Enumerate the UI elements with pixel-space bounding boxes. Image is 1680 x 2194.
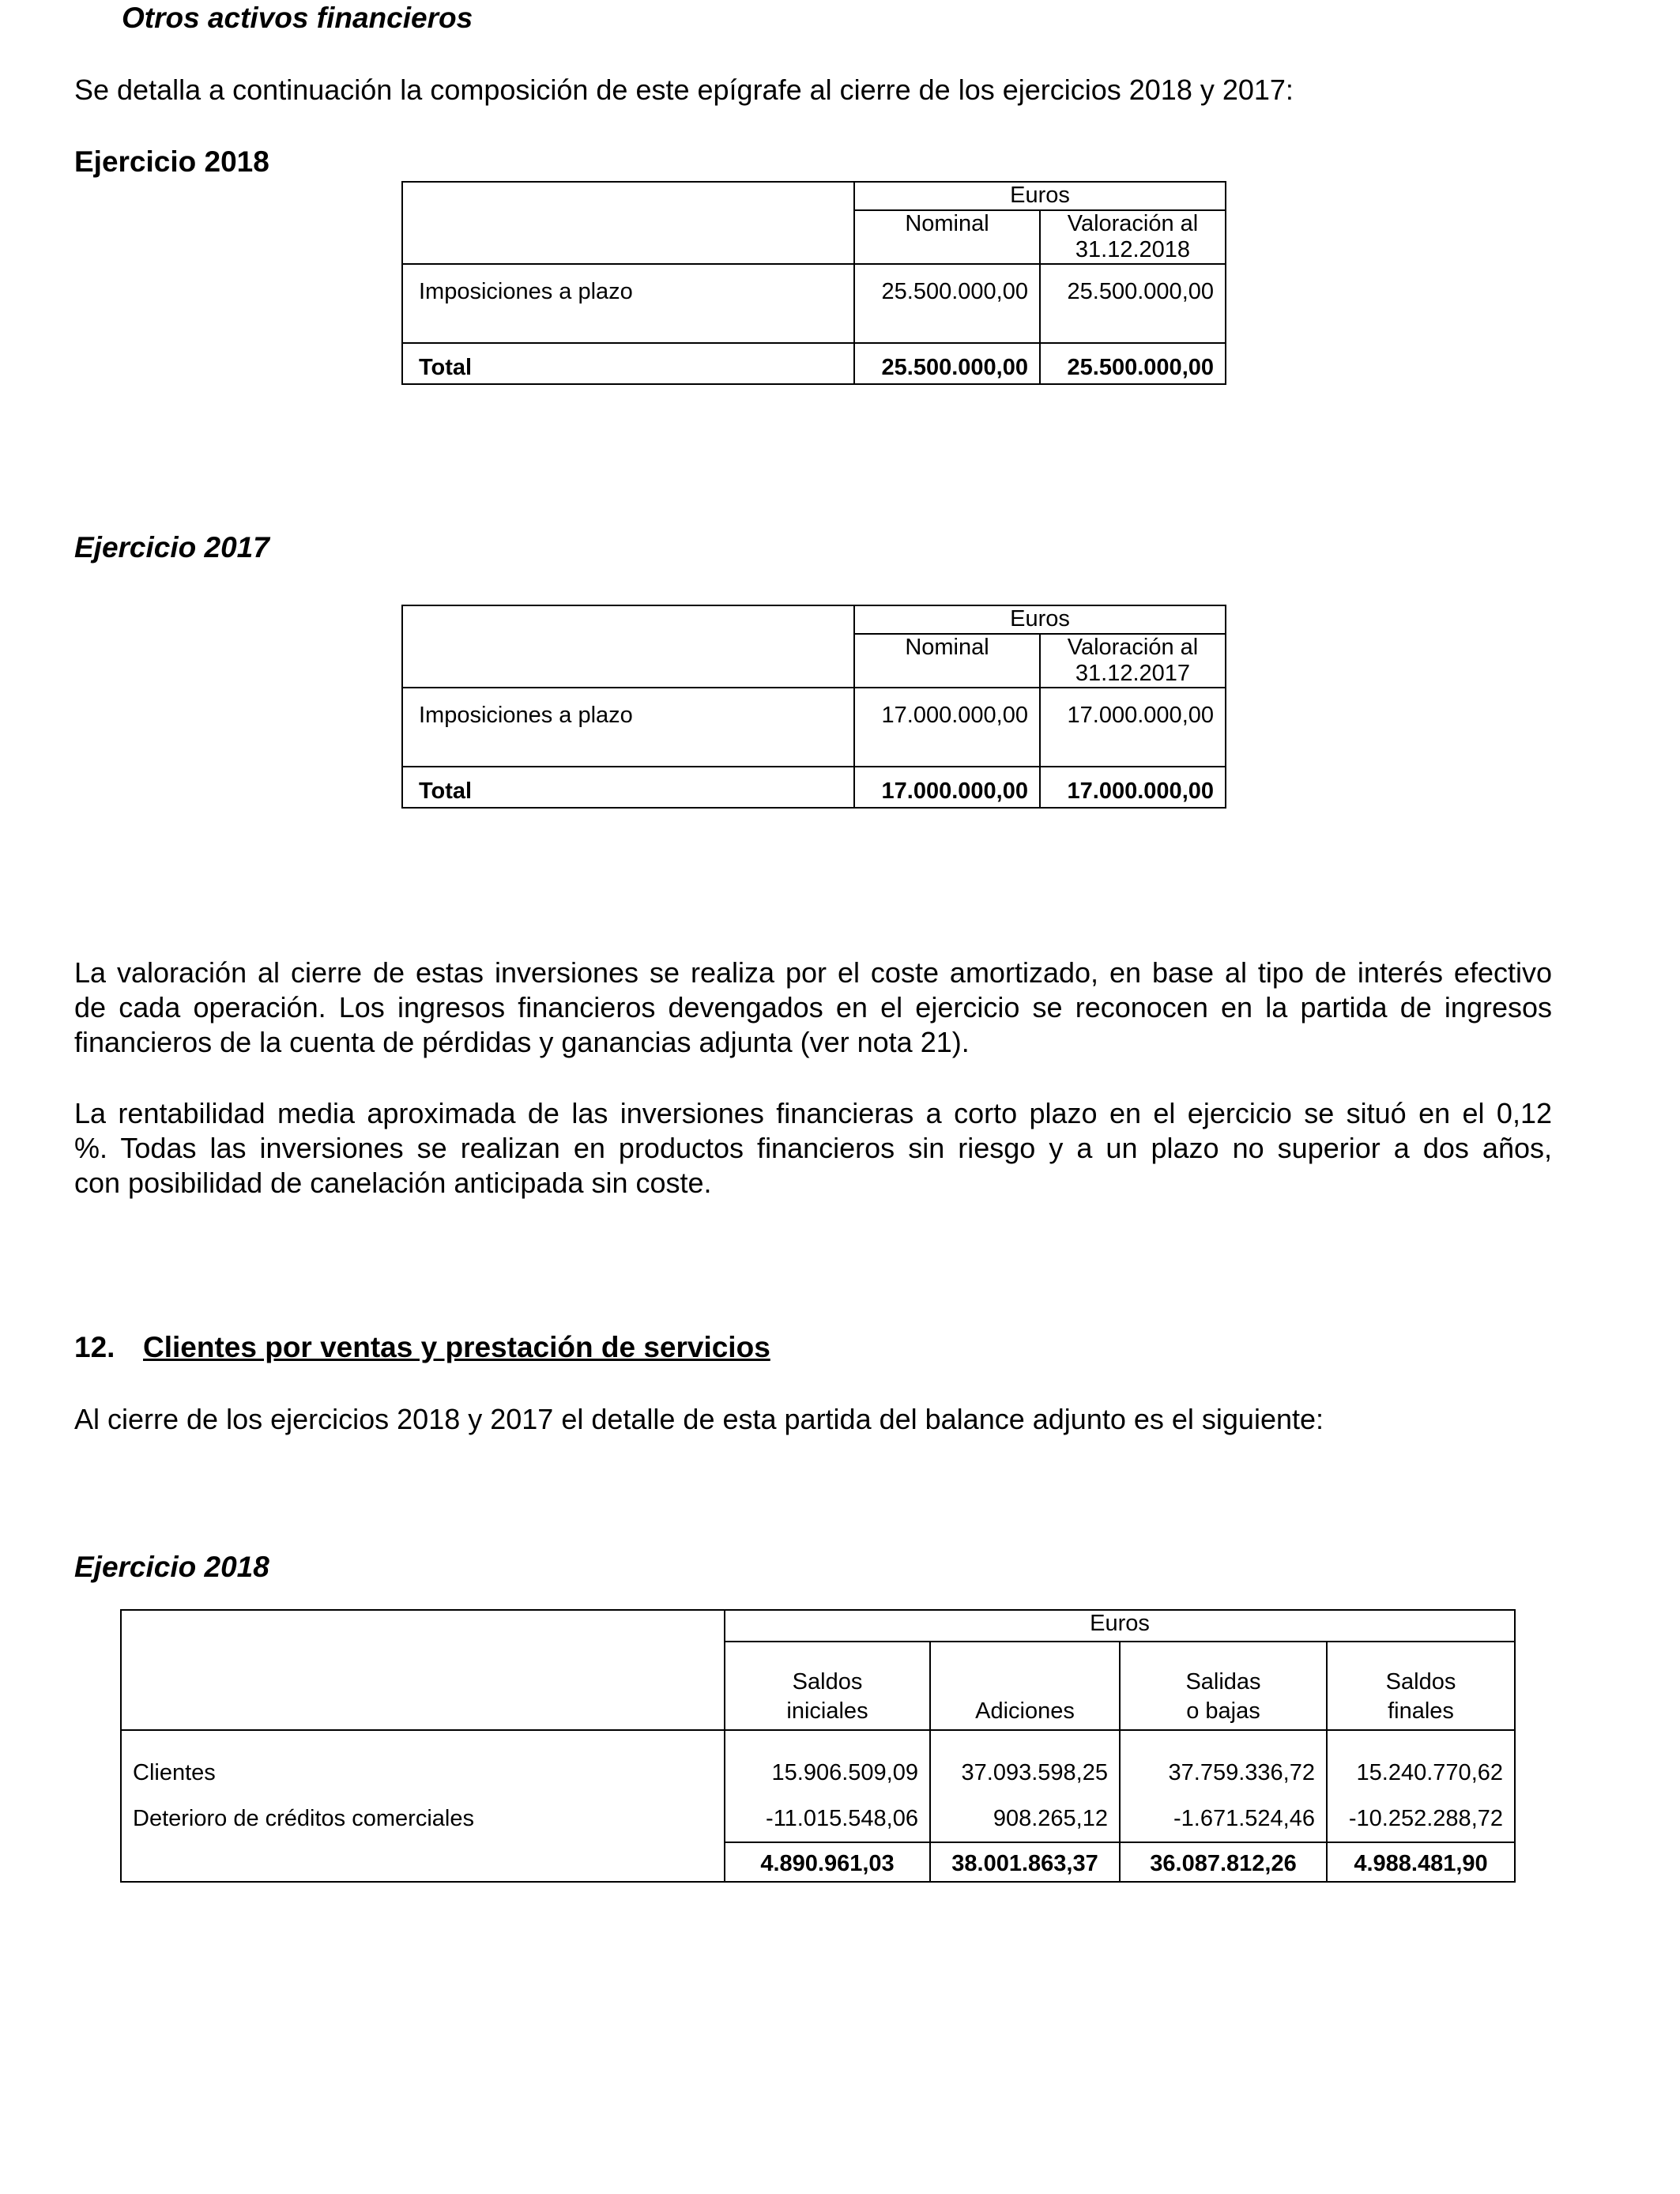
col-header-valoracion-line1: Valoración al	[1067, 635, 1199, 660]
cell-valoracion: 17.000.000,00	[1040, 688, 1226, 767]
col-header-line: Saldos	[792, 1669, 863, 1695]
note-12-number: 12.	[74, 1331, 115, 1363]
col-header-line: Saldos	[1385, 1669, 1456, 1695]
paragraph-rentabilidad	[74, 1096, 1552, 1201]
note-12-intro: Al cierre de los ejercicios 2018 y 2017 el detalle de esta partida del balance adjunto es el siguiente:	[74, 1403, 1324, 1435]
total-label: Total	[402, 767, 854, 808]
total-adiciones: 38.001.863,37	[930, 1842, 1120, 1882]
table-cell: -10.252.288,72	[1348, 1806, 1504, 1831]
col-header-valoracion-line1: Valoración al	[1067, 211, 1199, 236]
col-header-line: iniciales	[786, 1698, 868, 1724]
col-header-valoracion-line2: 31.12.2017	[1075, 661, 1191, 686]
total-saldos-finales: 4.988.481,90	[1327, 1842, 1515, 1882]
section-title: Otros activos financieros	[122, 2, 473, 34]
table-cell: -11.015.548,06	[766, 1806, 918, 1831]
row-label-imposiciones: Imposiciones a plazo	[402, 688, 854, 767]
table-otros-activos-2017	[401, 605, 1226, 809]
table-cell: -1.671.524,46	[1173, 1806, 1315, 1831]
cell-nominal: 17.000.000,00	[854, 688, 1040, 767]
group-header-euros: Euros	[854, 182, 1226, 210]
total-label: Total	[402, 343, 854, 384]
cell-valoracion: 25.500.000,00	[1040, 264, 1226, 343]
col-header-salidas	[1120, 1642, 1327, 1730]
row-labels	[121, 1730, 725, 1842]
total-valoracion: 25.500.000,00	[1040, 343, 1226, 384]
note-12-title: Clientes por ventas y prestación de servicios	[143, 1331, 770, 1363]
col-header-line: Adiciones	[975, 1698, 1075, 1724]
total-nominal: 25.500.000,00	[854, 343, 1040, 384]
intro-text: Se detalla a continuación la composición de este epígrafe al cierre de los ejercicios 2018 y 2017:	[74, 74, 1294, 106]
col-header-line: o bajas	[1186, 1698, 1260, 1724]
col-header-saldos-iniciales	[725, 1642, 930, 1730]
row-label-deterioro: Deterioro de créditos comerciales	[133, 1806, 474, 1831]
table-corner-cell	[402, 605, 854, 688]
col-saldos-iniciales	[725, 1730, 930, 1842]
paragraph-line: con posibilidad de canelación anticipada sin coste.	[74, 1167, 712, 1199]
group-header-euros: Euros	[725, 1610, 1515, 1642]
table-cell: 37.759.336,72	[1168, 1760, 1315, 1785]
col-header-valoracion-line2: 31.12.2018	[1075, 237, 1191, 262]
paragraph-line: de cada operación. Los ingresos financieros devengados en el ejercicio se reconocen en la partida de ingresos	[74, 991, 1552, 1023]
table-corner-cell	[121, 1642, 725, 1730]
table-otros-activos-2018	[401, 181, 1226, 385]
total-valoracion: 17.000.000,00	[1040, 767, 1226, 808]
paragraph-line: La valoración al cierre de estas inversiones se realiza por el coste amortizado, en base al tipo de interés efectivo	[74, 956, 1552, 989]
row-label-clientes: Clientes	[133, 1760, 216, 1785]
ejercicio-2017-heading: Ejercicio 2017	[74, 531, 269, 564]
table-corner-cell	[121, 1610, 725, 1642]
col-header-valoracion	[1040, 210, 1226, 264]
total-nominal: 17.000.000,00	[854, 767, 1040, 808]
group-header-euros: Euros	[854, 605, 1226, 634]
table-cell: 37.093.598,25	[961, 1760, 1108, 1785]
cell-nominal: 25.500.000,00	[854, 264, 1040, 343]
paragraph-line: financieros de la cuenta de pérdidas y ganancias adjunta (ver nota 21).	[74, 1026, 970, 1058]
col-header-nominal: Nominal	[854, 634, 1040, 688]
col-header-nominal: Nominal	[854, 210, 1040, 264]
paragraph-line: La rentabilidad media aproximada de las inversiones financieras a corto plazo en el ejercicio se situó en el 0,12	[74, 1097, 1552, 1129]
col-header-line: finales	[1388, 1698, 1454, 1724]
ejercicio-2018-clientes-heading: Ejercicio 2018	[74, 1551, 269, 1583]
table-cell: 15.906.509,09	[771, 1760, 918, 1785]
table-corner-cell	[402, 182, 854, 264]
col-header-saldos-finales	[1327, 1642, 1515, 1730]
ejercicio-2018-heading: Ejercicio 2018	[74, 145, 269, 178]
col-header-line: Salidas	[1185, 1669, 1261, 1695]
row-label-imposiciones: Imposiciones a plazo	[402, 264, 854, 343]
col-header-valoracion	[1040, 634, 1226, 688]
col-salidas	[1120, 1730, 1327, 1842]
col-saldos-finales	[1327, 1730, 1515, 1842]
col-adiciones	[930, 1730, 1120, 1842]
paragraph-line: %. Todas las inversiones se realizan en productos financieros sin riesgo y a un plazo no superior a dos años,	[74, 1132, 1552, 1164]
paragraph-valoracion	[74, 956, 1552, 1060]
table-cell: 15.240.770,62	[1356, 1760, 1504, 1785]
total-saldos-iniciales: 4.890.961,03	[725, 1842, 930, 1882]
totals-label-cell	[121, 1842, 725, 1882]
col-header-adiciones	[930, 1642, 1120, 1730]
total-salidas: 36.087.812,26	[1120, 1842, 1327, 1882]
table-clientes-2018	[120, 1609, 1516, 1883]
table-cell: 908.265,12	[993, 1806, 1108, 1831]
